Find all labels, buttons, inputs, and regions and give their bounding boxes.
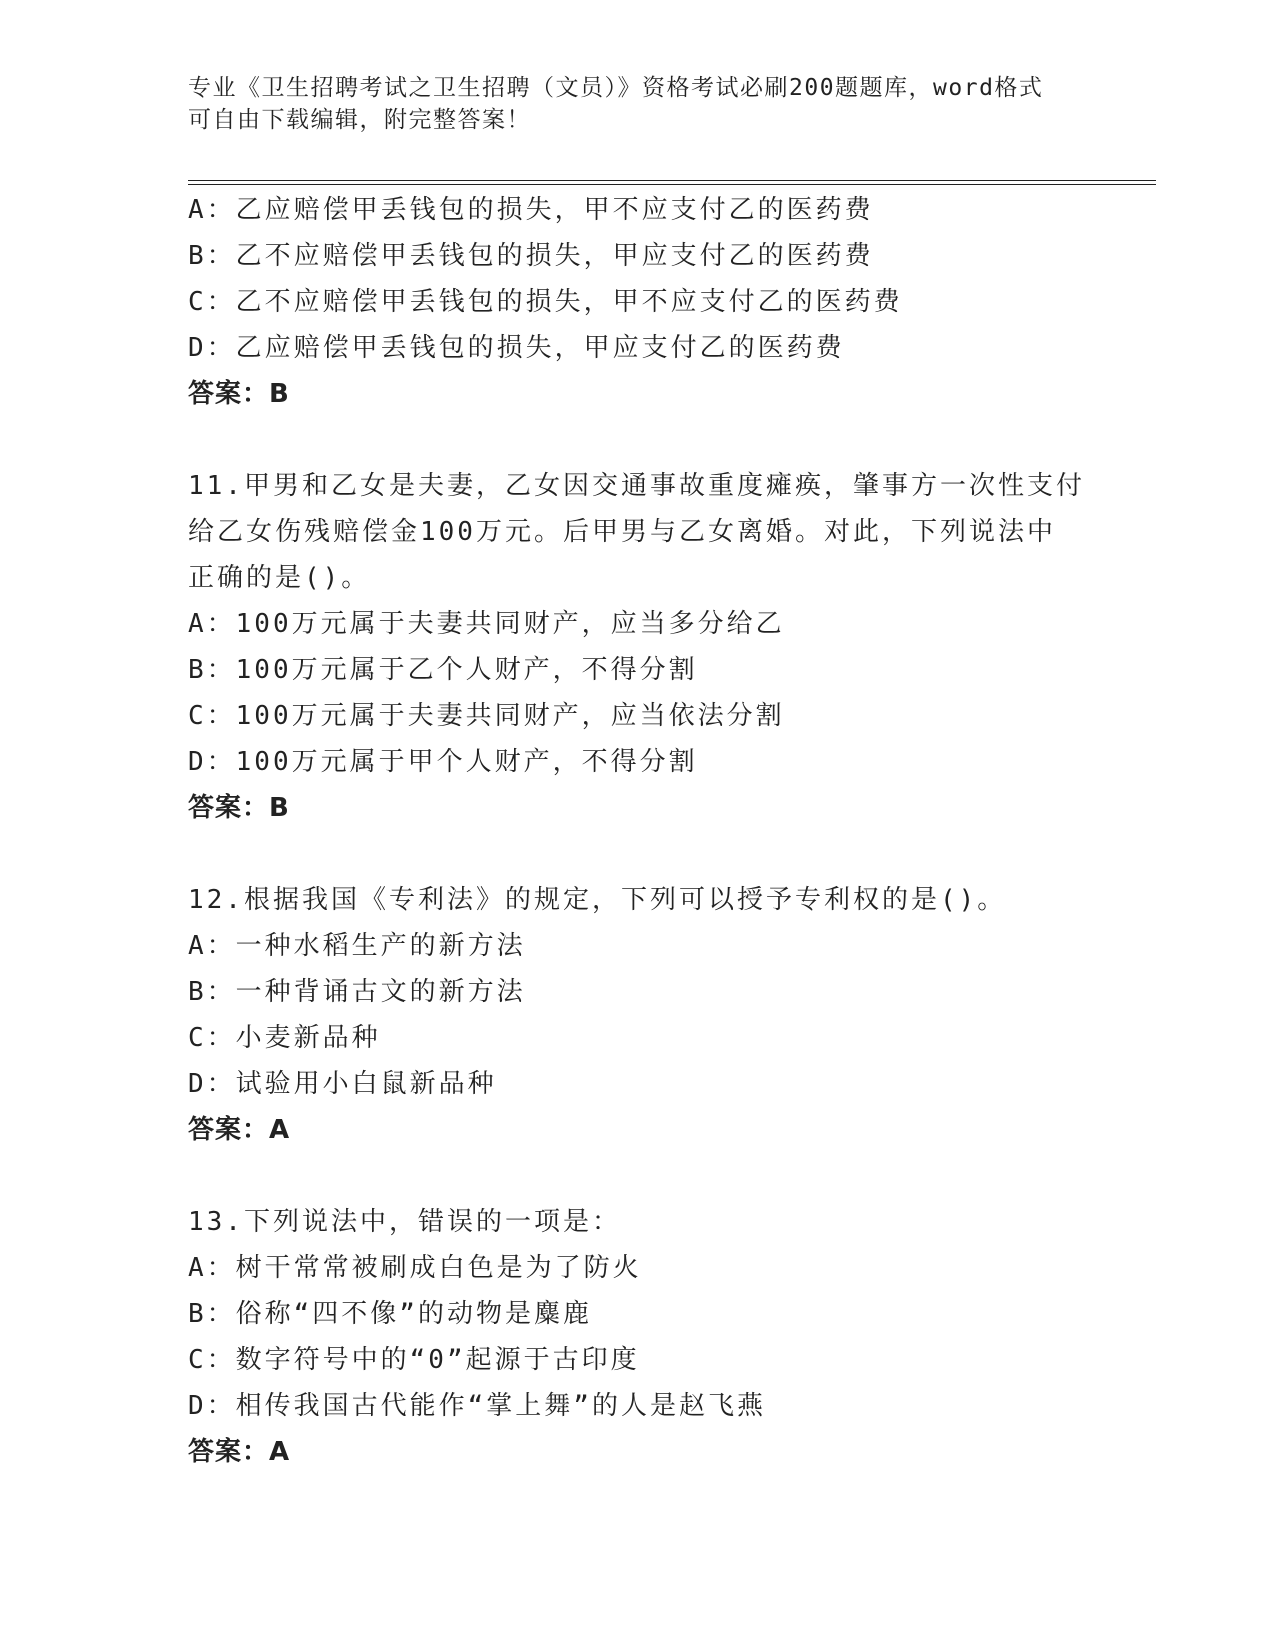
option-d: D：100万元属于甲个人财产，不得分割 bbox=[188, 747, 698, 777]
header-line-1: 专业《卫生招聘考试之卫生招聘（文员）》资格考试必刷200题题库，word格式 bbox=[188, 75, 1044, 101]
option-a: A：一种水稻生产的新方法 bbox=[188, 931, 526, 961]
answer-line: 答案：A bbox=[188, 1437, 291, 1467]
document-header bbox=[188, 72, 1068, 136]
question-stem-line: 11.甲男和乙女是夫妻，乙女因交通事故重度瘫痪，肇事方一次性支付 bbox=[188, 471, 1085, 501]
answer-line: 答案：B bbox=[188, 379, 290, 409]
option-b: B：俗称“四不像”的动物是麋鹿 bbox=[188, 1299, 592, 1329]
header-divider-top bbox=[188, 180, 1156, 181]
question-stem-line: 13.下列说法中，错误的一项是： bbox=[188, 1207, 621, 1237]
option-d: D：乙应赔偿甲丢钱包的损失，甲应支付乙的医药费 bbox=[188, 333, 845, 363]
option-b: B：一种背诵古文的新方法 bbox=[188, 977, 526, 1007]
option-a: A：乙应赔偿甲丢钱包的损失，甲不应支付乙的医药费 bbox=[188, 195, 874, 225]
option-d: D：相传我国古代能作“掌上舞”的人是赵飞燕 bbox=[188, 1391, 766, 1421]
option-c: C：小麦新品种 bbox=[188, 1023, 381, 1053]
option-c: C：乙不应赔偿甲丢钱包的损失，甲不应支付乙的医药费 bbox=[188, 287, 903, 317]
question-list bbox=[188, 187, 1088, 1475]
question-block-13 bbox=[188, 1199, 1088, 1475]
option-b: B：乙不应赔偿甲丢钱包的损失，甲应支付乙的医药费 bbox=[188, 241, 874, 271]
question-stem-line: 正确的是()。 bbox=[188, 563, 371, 593]
question-block-partial bbox=[188, 187, 1088, 417]
option-a: A：100万元属于夫妻共同财产，应当多分给乙 bbox=[188, 609, 785, 639]
answer-line: 答案：A bbox=[188, 1115, 291, 1145]
option-d: D：试验用小白鼠新品种 bbox=[188, 1069, 497, 1099]
option-c: C：100万元属于夫妻共同财产，应当依法分割 bbox=[188, 701, 785, 731]
option-b: B：100万元属于乙个人财产，不得分割 bbox=[188, 655, 698, 685]
option-c: C：数字符号中的“0”起源于古印度 bbox=[188, 1345, 640, 1375]
question-block-11 bbox=[188, 463, 1088, 831]
question-stem-line: 给乙女伤残赔偿金100万元。后甲男与乙女离婚。对此，下列说法中 bbox=[188, 517, 1056, 547]
question-block-12 bbox=[188, 877, 1088, 1153]
question-stem-line: 12.根据我国《专利法》的规定，下列可以授予专利权的是()。 bbox=[188, 885, 1007, 915]
answer-line: 答案：B bbox=[188, 793, 290, 823]
option-a: A：树干常常被刷成白色是为了防火 bbox=[188, 1253, 642, 1283]
header-line-2: 可自由下载编辑，附完整答案！ bbox=[188, 107, 531, 133]
header-divider-bottom bbox=[188, 184, 1156, 185]
